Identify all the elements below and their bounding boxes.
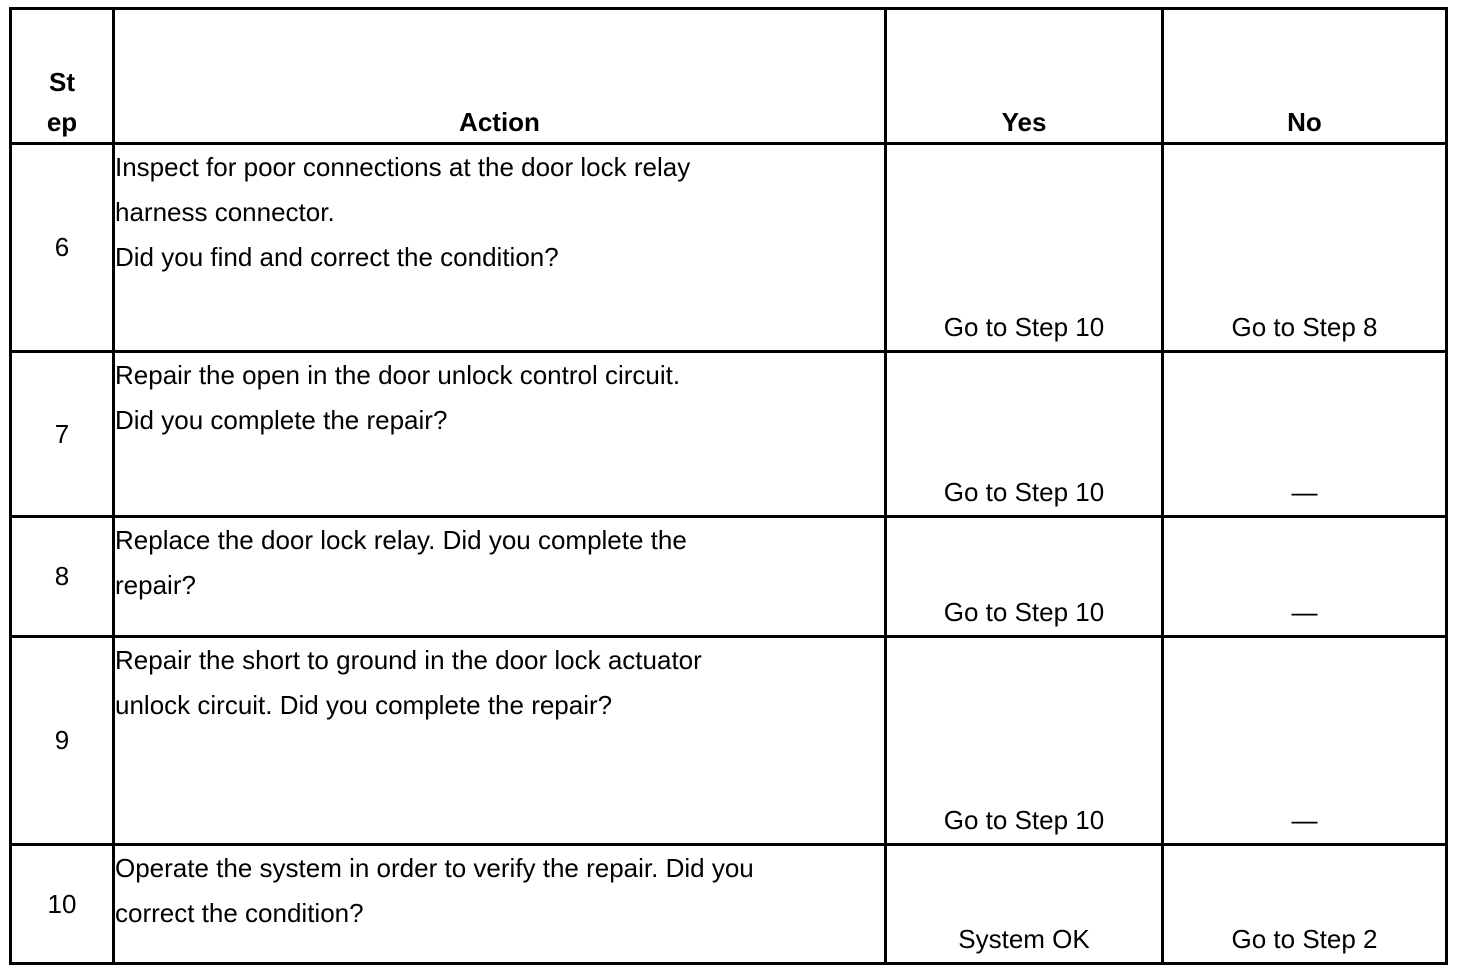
action-cell (114, 144, 886, 352)
table-row (11, 352, 1447, 517)
table-row (11, 517, 1447, 637)
step-number: 6 (11, 144, 114, 352)
yes-cell: Go to Step 10 (886, 144, 1163, 352)
step-number: 8 (11, 517, 114, 637)
yes-cell: Go to Step 10 (886, 637, 1163, 845)
action-cell (114, 637, 886, 845)
yes-cell: System OK (886, 845, 1163, 964)
no-cell: — (1163, 352, 1447, 517)
no-cell: — (1163, 637, 1447, 845)
action-line: Inspect for poor connections at the door lock relay (115, 152, 691, 182)
action-cell (114, 517, 886, 637)
yes-cell: Go to Step 10 (886, 352, 1163, 517)
action-line: Did you complete the repair? (115, 405, 448, 435)
step-number: 7 (11, 352, 114, 517)
header-row (11, 9, 1447, 144)
action-line: Repair the short to ground in the door lock actuator (115, 645, 702, 675)
action-line: repair? (115, 570, 196, 600)
step-number: 9 (11, 637, 114, 845)
step-header-line1: St (49, 67, 75, 97)
action-line: Replace the door lock relay. Did you complete the (115, 525, 687, 555)
action-line: unlock circuit. Did you complete the repair? (115, 690, 613, 720)
action-line: Did you find and correct the condition? (115, 242, 559, 272)
action-line: Operate the system in order to verify the repair. Did you (115, 853, 754, 883)
step-number: 10 (11, 845, 114, 964)
table-row (11, 637, 1447, 845)
action-cell (114, 845, 886, 964)
diagnostic-table (9, 7, 1448, 965)
table-row (11, 144, 1447, 352)
action-cell (114, 352, 886, 517)
step-header (11, 9, 114, 144)
no-cell: Go to Step 2 (1163, 845, 1447, 964)
no-cell: — (1163, 517, 1447, 637)
action-line: harness connector. (115, 197, 335, 227)
yes-cell: Go to Step 10 (886, 517, 1163, 637)
yes-header: Yes (886, 9, 1163, 144)
table-row (11, 845, 1447, 964)
no-header: No (1163, 9, 1447, 144)
no-cell: Go to Step 8 (1163, 144, 1447, 352)
step-header-line2: ep (46, 107, 78, 137)
action-header: Action (114, 9, 886, 144)
action-line: Repair the open in the door unlock control circuit. (115, 360, 681, 390)
action-line: correct the condition? (115, 898, 364, 928)
